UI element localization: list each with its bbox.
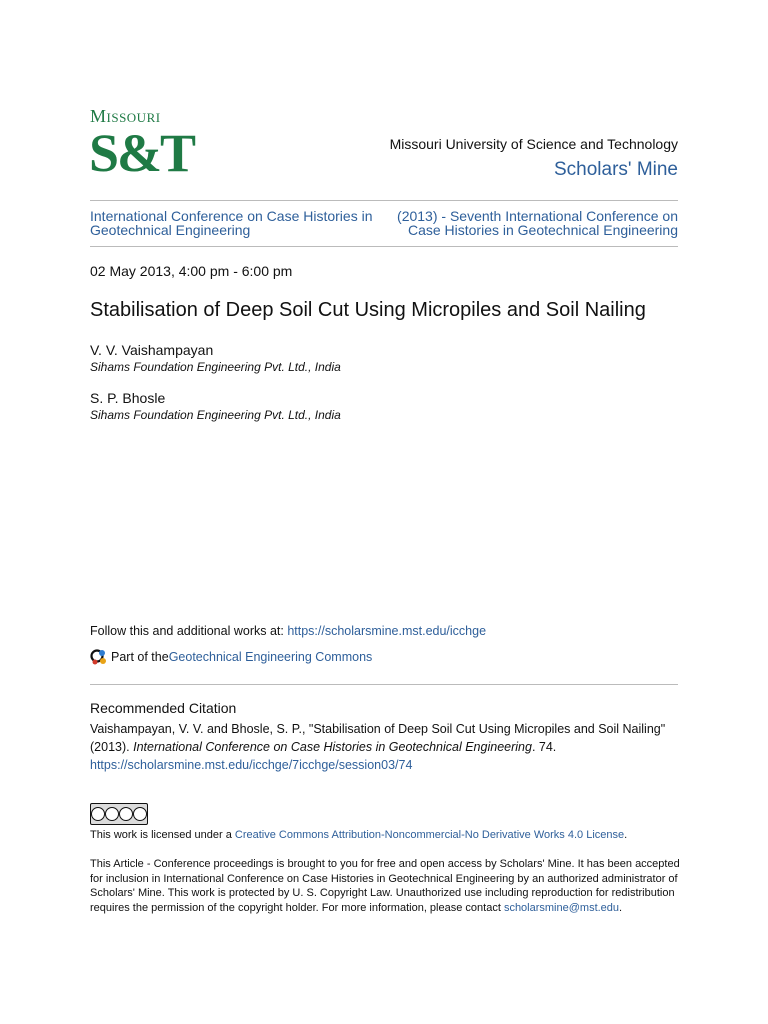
- notice-end: .: [619, 901, 623, 914]
- divider-top: [90, 200, 678, 201]
- citation-authors-title: Vaishampayan, V. V. and Bhosle, S. P., "Stabilisation of Deep Soil Cut Using Micropiles and Soil Nailing" (2013).: [90, 722, 666, 754]
- citation-text: [90, 720, 680, 774]
- notice-text: This Article - Conference proceedings is brought to you for free and open access by Scholars' Mine. It has been accepted for inclusion in International Conference on Case Histories in Geotechnical Engineering by an authorized administrator of Scholars' Mine. This work is protected by U. S. Copyright Law. Unauthorized use including reproduction for redistribution requires the permission of the copyright holder. For more information, please contact: [90, 858, 680, 914]
- paper-title: Stabilisation of Deep Soil Cut Using Micropiles and Soil Nailing: [90, 299, 646, 321]
- cc-icon: [91, 807, 105, 821]
- network-commons-icon: [90, 648, 108, 666]
- institution-name: Missouri University of Science and Technology: [389, 136, 678, 152]
- conference-edition-link[interactable]: (2013) - Seventh International Conference on Case Histories in Geotechnical Engineering: [397, 208, 678, 238]
- nc-icon: [119, 807, 133, 821]
- by-icon: [105, 807, 119, 821]
- creative-commons-badge-icon[interactable]: [90, 803, 148, 825]
- citation-url-link[interactable]: https://scholarsmine.mst.edu/icchge/7icchge/session03/74: [90, 758, 413, 772]
- part-of-label: Part of the: [111, 650, 169, 664]
- citation-heading: Recommended Citation: [90, 700, 237, 716]
- conference-series-link[interactable]: International Conference on Case Histories in Geotechnical Engineering: [90, 208, 373, 238]
- license-end: .: [624, 829, 628, 841]
- author-name: S. P. Bhosle: [90, 390, 166, 406]
- logo-missouri-text: Missouri: [90, 106, 161, 126]
- follow-line: [90, 624, 486, 638]
- license-label: This work is licensed under a: [90, 829, 235, 841]
- author-name: V. V. Vaishampayan: [90, 342, 214, 358]
- divider-citation: [90, 684, 678, 685]
- contact-email-link[interactable]: scholarsmine@mst.edu: [503, 901, 620, 914]
- citation-journal: International Conference on Case Histories in Geotechnical Engineering: [133, 740, 532, 754]
- license-line: [90, 829, 627, 841]
- divider-conference: [90, 246, 678, 247]
- author-affiliation: Sihams Foundation Engineering Pvt. Ltd., India: [90, 408, 341, 422]
- repository-link[interactable]: Scholars' Mine: [553, 159, 678, 180]
- logo-st: S&T: [89, 123, 195, 183]
- presentation-date: 02 May 2013, 4:00 pm - 6:00 pm: [90, 263, 293, 279]
- collection-url-link[interactable]: https://scholarsmine.mst.edu/icchge: [287, 624, 487, 638]
- license-link[interactable]: Creative Commons Attribution-Noncommercial-No Derivative Works 4.0 License: [234, 829, 625, 841]
- citation-number: . 74.: [531, 740, 557, 754]
- commons-link[interactable]: Geotechnical Engineering Commons: [168, 650, 373, 664]
- author-affiliation: Sihams Foundation Engineering Pvt. Ltd., India: [90, 360, 341, 374]
- part-of-line: [90, 648, 372, 666]
- nd-icon: [133, 807, 147, 821]
- follow-label: Follow this and additional works at:: [90, 624, 288, 638]
- access-notice: [90, 857, 680, 915]
